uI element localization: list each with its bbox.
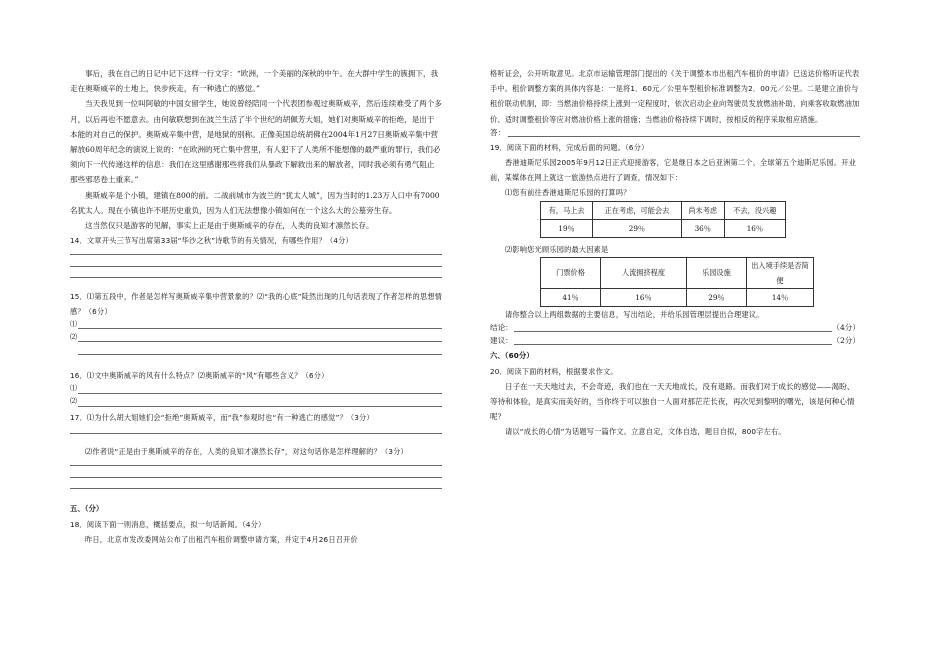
question-19: 19．阅读下面的材料，完成后面的问题。（6分） xyxy=(490,142,649,152)
question-19-task: 请你整合以上两组数据的主要信息，写出结论，并给乐园管理层提出合理建议。 xyxy=(505,310,764,320)
survey-table-2 xyxy=(540,257,814,307)
reading-paragraph-3: 奥斯威辛是个小镇，建镇在800的前。二战前城市为波兰的“犹太人城”，因为当时的1.23万人口中有7000名犹太人。现在小镇也许不堪历史重负，因为人们无法想像小镇如何在一个这么大的公墓旁生存。 xyxy=(70,190,440,215)
table-header-cell: 正在考虑，可能会去 xyxy=(593,201,682,219)
reading-paragraph-1: 事后，我在自己的日记中记下这样一行文字：“欧洲，一个美丽的深秋的中午。在大群中学生的簇拥下，我走在奥斯威辛的土地上，快步疾走，有一种逃亡的感觉。” xyxy=(70,69,439,94)
question-19-survey-2: ⑵影响您光顾乐园的最大因素是 xyxy=(505,244,609,254)
question-16: 16．⑴文中奥斯威辛的风有什么特点？⑵奥斯威辛的“风”有哪些含义？（6分） xyxy=(70,371,329,381)
answer-line[interactable] xyxy=(70,266,442,267)
question-20: 20．阅读下面的材料，根据要求作文。 xyxy=(490,366,618,376)
table-cell: 14％ xyxy=(747,289,814,307)
table-cell: 36％ xyxy=(681,219,724,237)
answer-line[interactable] xyxy=(490,127,860,140)
question-19-survey-1: ⑴您有前往香港迪斯尼乐园的打算吗？ xyxy=(505,188,631,198)
answer-line[interactable]: ⑵ xyxy=(70,332,442,345)
table-header-cell: 人流拥挤程度 xyxy=(601,257,687,288)
question-19-intro: 香港迪斯尼乐园2005年9月12日正式迎接游客，它是继日本之后亚洲第二个、全球第五个迪斯尼乐园。开业前，某媒体在网上就这一旅游热点进行了调查，情况如下： xyxy=(490,158,857,183)
table-row xyxy=(541,219,786,237)
reading-paragraph-2: 当天我见到一位叫阿敏的中国女留学生，她说曾经陪同一个代表团参观过奥斯威辛，然后连续难受了两个多月，以后再也不愿意去。由何敏联想到在波兰生活了半个世纪的胡佩芳大姐，她们对奥斯威辛的拒绝，是出于本能的对自己的保护。奥斯威辛集中营，是地狱的别称。正像美国总统胡佛在2004年1月27日奥斯威辛集中营解放60周年纪念的演说上说的：“在欧洲的死亡集中营里，有人犯下了人类所不能想像的最严重的罪行，我们必须向下一代传递这样的信息：我们在这里感谢那些将我们从暴政下解救出来的解放者，同时我必须有勇气阻止那些邪恶卷土重来。” xyxy=(70,99,442,185)
table-cell: 16％ xyxy=(724,219,785,237)
table-header-cell: 出入境手续是否简便 xyxy=(747,257,814,288)
suggestion-line[interactable] xyxy=(490,335,860,348)
table-row xyxy=(541,289,814,307)
table-header-row xyxy=(541,201,786,219)
table-header-row xyxy=(541,257,814,288)
essay-material: 日子在一天天地过去，不会奇迹，我们也在一天天地成长，没有退路。而我们对于成长的感觉——渴盼、等待和体验，是真实而美好的，当你终于可以独自一人面对那茫茫长夜，再次见到黎明的曙光，该是何种心情呢？ xyxy=(490,381,855,422)
answer-line[interactable] xyxy=(70,465,442,466)
table-cell: 19％ xyxy=(541,219,593,237)
answer-line[interactable] xyxy=(70,477,442,478)
right-column xyxy=(490,66,860,440)
answer-line[interactable]: ⑵ xyxy=(70,397,442,410)
question-15: 15．⑴第五段中，作者是怎样写奥斯威辛集中营景象的？⑵“我的心底”陡然出现的几句话表现了作者怎样的思想情感？（6分） xyxy=(70,291,442,317)
question-17-part1: 17．⑴为什么胡大姐她们会“拒绝”奥斯威辛，而“我”参观时也“有一种逃亡的感觉”？（3分） xyxy=(70,412,374,422)
suggestion-label: 建议： xyxy=(490,336,513,346)
left-column xyxy=(70,66,442,547)
answer-line[interactable] xyxy=(70,433,442,434)
question-17-part2: ⑵作者说“正是由于奥斯威辛的存在，人类的良知才凛然长存”，对这句话你是怎样理解的？（3分） xyxy=(85,447,408,457)
question-14: 14．文章开头三节写出席第33届“华沙之秋”诗歌节的有关情况，有哪些作用？（4分） xyxy=(70,236,353,246)
reading-paragraph-4: 这当然仅只是游客的见解，事实上正是由于奥斯威辛的存在，人类的良知才凛然长存。 xyxy=(85,221,374,231)
table-header-cell: 有，马上去 xyxy=(541,201,593,219)
table-header-cell: 不去，没兴趣 xyxy=(724,201,785,219)
table-header-cell: 门票价格 xyxy=(541,257,601,288)
conclusion-line[interactable] xyxy=(490,322,860,335)
conclusion-label: 结论： xyxy=(490,323,513,333)
news-paragraph-start: 昨日，北京市发改委网站公布了出租汽车租价调整申请方案，并定于4月26日召开价 xyxy=(85,534,358,544)
suggestion-points: （2分） xyxy=(832,336,860,346)
answer-line[interactable] xyxy=(70,277,442,278)
question-18: 18．阅读下面一则消息，概括要点，拟一句话新闻。（4分） xyxy=(70,519,266,529)
answer-line[interactable] xyxy=(70,254,442,255)
table-cell: 29％ xyxy=(593,219,682,237)
answer-label: 答： xyxy=(490,127,506,137)
answer-line[interactable]: ⑴ xyxy=(70,319,442,332)
section-5-heading: 五、（分） xyxy=(70,504,104,514)
answer-line[interactable]: ⑴ xyxy=(70,384,442,397)
answer-line[interactable] xyxy=(70,345,442,358)
essay-task: 请以“成长的心情”为话题写一篇作文。立意自定，文体自选，题目自拟，800字左右。 xyxy=(505,427,786,437)
table-header-cell: 尚未考虑 xyxy=(681,201,724,219)
conclusion-points: （4分） xyxy=(832,323,860,333)
survey-table-1 xyxy=(540,201,786,238)
table-cell: 29％ xyxy=(686,289,746,307)
news-paragraph-continued: 格听证会，公开听取意见。北京市运输管理部门提出的《关于调整本市出租汽车租价的申请》已送达价格听证代表手中。租价调整方案的具体内容是：一是将1．60元／公里车型租价标准调整为2．00元／公里。二是建立油价与租价联动机制，即：当燃油价格持续上涨到一定程度时，依次启动企业向驾驶员发放燃油补助、向乘客收取燃油加价、适时调整租价等应对燃油价格上涨的措施；当燃油价格持续下调时，按相反的程序采取相应措施。 xyxy=(490,69,860,124)
table-cell: 41％ xyxy=(541,289,601,307)
table-header-cell: 乐园设施 xyxy=(686,257,746,288)
answer-line[interactable] xyxy=(70,488,442,489)
table-cell: 16％ xyxy=(601,289,687,307)
section-6-heading: 六、（60分） xyxy=(490,351,534,361)
